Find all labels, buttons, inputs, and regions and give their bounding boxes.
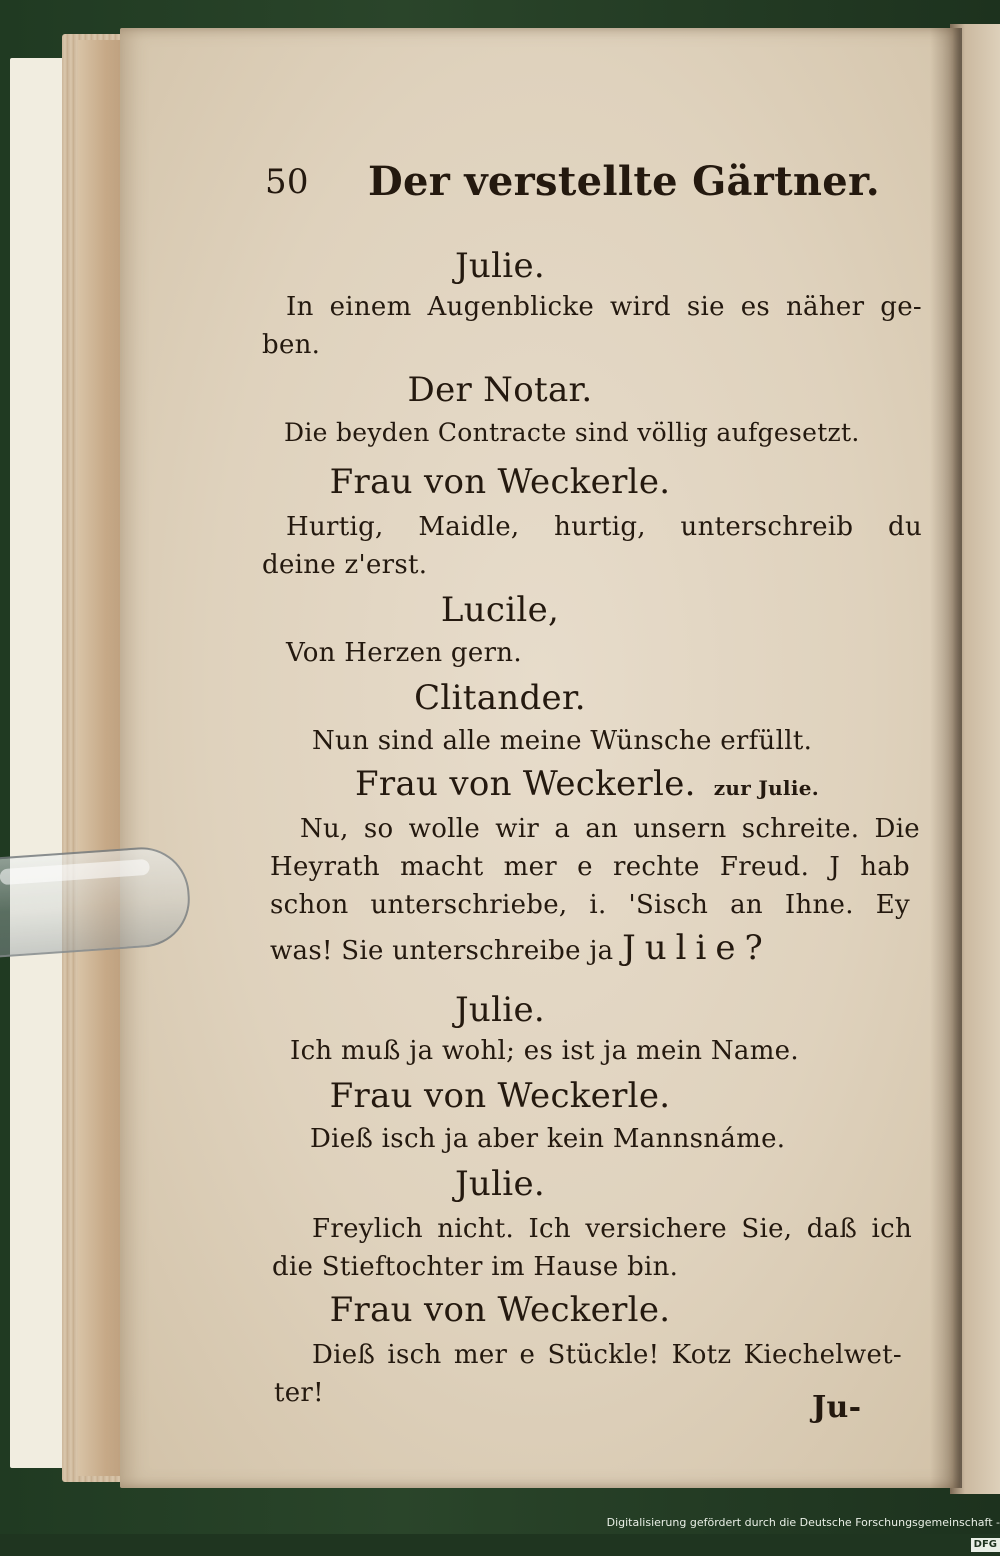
speaker-heading: Julie. — [454, 1164, 545, 1204]
speech-line: Die beyden Contracte sind völlig aufgesetzt. — [284, 418, 860, 447]
catchword: Ju- — [812, 1390, 862, 1425]
speaker-heading: Der Notar. — [407, 370, 593, 410]
dfg-logo: DFG — [971, 1538, 1000, 1552]
speaker-heading: Frau von Weckerle. — [329, 1290, 671, 1330]
speech-line: schon unterschriebe, i. 'Sisch an Ihne. Ey — [270, 890, 910, 920]
speech-line: Ich muß ja wohl; es ist ja mein Name. — [290, 1036, 799, 1066]
speech-line: ter! — [274, 1378, 324, 1408]
speech-line: Nun sind alle meine Wünsche erfüllt. — [312, 726, 813, 756]
speech-line: ben. — [262, 330, 321, 360]
speech-line: In einem Augenblicke wird sie es näher ge- — [286, 292, 922, 322]
page-clip — [0, 844, 193, 958]
stage-direction: zur Julie. — [713, 776, 820, 800]
speaker-heading: Lucile, — [440, 590, 560, 630]
digitization-footer — [580, 1512, 1000, 1550]
speech-line: Von Herzen gern. — [286, 638, 522, 668]
speech-line: Freylich nicht. Ich versichere Sie, daß ich — [312, 1214, 912, 1244]
speaker-heading: Clitander. — [414, 678, 586, 718]
speaker-heading: Julie. — [454, 246, 545, 286]
emphasized-name: Julie? — [622, 928, 772, 968]
speaker-heading: Julie. — [454, 990, 545, 1030]
speech-line: Dieß isch ja aber kein Mannsnáme. — [310, 1124, 786, 1154]
speaker-heading: Frau von Weckerle. — [329, 1076, 671, 1116]
speaker-name: Frau von Weckerle. — [355, 764, 696, 804]
speech-line: Nu, so wolle wir a an unsern schreite. Die — [300, 814, 920, 844]
speech-text: was! Sie unterschreibe ja — [270, 936, 614, 966]
speaker-heading — [355, 764, 819, 804]
speech-line: Heyrath macht mer e rechte Freud. J hab — [270, 852, 910, 882]
footer-text: Digitalisierung gefördert durch die Deutsche Forschungsgemeinschaft - — [606, 1516, 1000, 1529]
running-title: Der verstellte Gärtner. — [368, 158, 880, 205]
page-number: 50 — [265, 162, 309, 202]
speech-line: deine z'erst. — [262, 550, 428, 580]
speaker-heading: Frau von Weckerle. — [329, 462, 671, 502]
speech-line — [270, 928, 772, 968]
speech-line: Dieß isch mer e Stückle! Kotz Kiechelwet- — [312, 1340, 902, 1370]
speech-line: Hurtig, Maidle, hurtig, unterschreib du — [286, 512, 922, 542]
speech-line: die Stieftochter im Hause bin. — [272, 1252, 679, 1282]
